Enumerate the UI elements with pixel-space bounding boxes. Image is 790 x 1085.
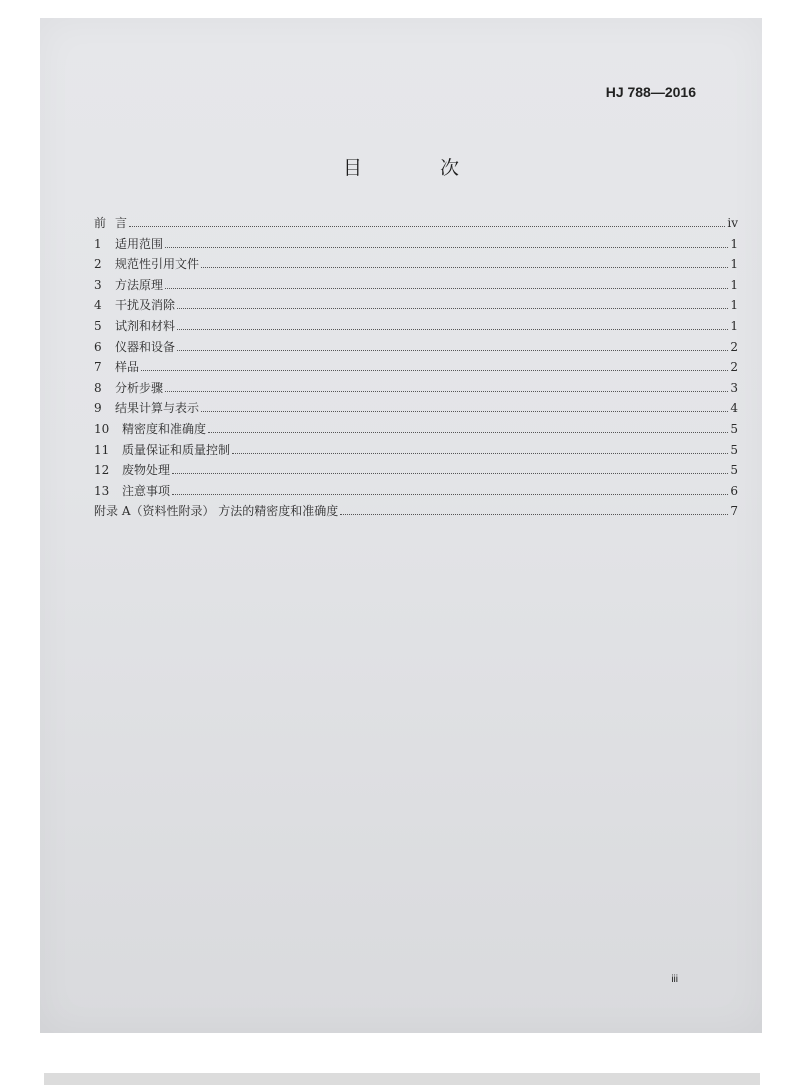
- toc-entry: [94, 441, 738, 462]
- toc-entry-number: 7: [94, 360, 102, 375]
- toc-leader-dots: [141, 370, 728, 371]
- toc-entry-label: 分析步骤: [115, 380, 164, 395]
- toc-entry-page: 1: [730, 298, 738, 313]
- toc-entry-label: 言: [115, 216, 128, 230]
- toc-entry: [94, 338, 738, 359]
- toc-leader-dots: [340, 514, 728, 515]
- toc-entry-number: 3: [94, 277, 102, 292]
- toc-entry-page: 1: [730, 318, 738, 333]
- toc-entry-page: 2: [730, 360, 738, 375]
- toc-entry: [94, 296, 738, 317]
- toc-entry-number: 1: [94, 236, 102, 251]
- toc-entry-label: 附录 A（资料性附录） 方法的精密度和准确度: [94, 504, 339, 519]
- toc-leader-dots: [172, 473, 728, 474]
- toc-entry: [94, 379, 738, 400]
- toc-entry-label: 干扰及消除: [115, 298, 176, 313]
- toc-entry-label: 结果计算与表示: [115, 401, 200, 416]
- toc-entry: [94, 255, 738, 276]
- toc-entry-label: 仪器和设备: [115, 339, 176, 354]
- toc-leader-dots: [208, 432, 728, 433]
- toc-entry-label: 废物处理: [122, 463, 171, 478]
- toc-entry-label: 质量保证和质量控制: [122, 442, 231, 457]
- toc-entry: [94, 399, 738, 420]
- toc-leader-dots: [177, 308, 728, 309]
- toc-entry-number: 2: [94, 257, 102, 272]
- toc-leader-dots: [232, 453, 728, 454]
- toc-entry-number: 8: [94, 380, 102, 395]
- toc-entry-label: 注意事项: [122, 483, 171, 498]
- table-of-contents: [94, 214, 738, 523]
- toc-entry-page: 2: [730, 339, 738, 354]
- toc-entry: [94, 358, 738, 379]
- next-page-edge: [44, 1073, 760, 1085]
- toc-entry: [94, 482, 738, 503]
- document-page: [40, 18, 762, 1033]
- toc-entry-label: 规范性引用文件: [115, 257, 200, 272]
- toc-entry: [94, 461, 738, 482]
- toc-entry-page: iv: [727, 216, 738, 230]
- toc-entry: [94, 214, 738, 235]
- toc-leader-dots: [172, 494, 728, 495]
- toc-entry: [94, 420, 738, 441]
- page-number: iii: [671, 974, 678, 985]
- toc-entry: [94, 317, 738, 338]
- toc-title: 目 次: [342, 157, 496, 179]
- toc-entry-number: 9: [94, 401, 102, 416]
- toc-entry-page: 1: [730, 277, 738, 292]
- toc-entry-page: 5: [730, 442, 738, 457]
- toc-entry-page: 7: [730, 504, 738, 519]
- toc-entry-number: 12: [94, 463, 110, 478]
- toc-leader-dots: [165, 247, 728, 248]
- toc-entry: [94, 276, 738, 297]
- toc-entry-label: 精密度和准确度: [122, 421, 207, 436]
- toc-leader-dots: [129, 226, 725, 227]
- toc-entry: [94, 235, 738, 256]
- toc-entry-label: 试剂和材料: [115, 318, 176, 333]
- toc-entry-number: 前: [94, 216, 107, 230]
- toc-entry-number: 6: [94, 339, 102, 354]
- toc-entry-page: 6: [730, 483, 738, 498]
- toc-leader-dots: [177, 350, 728, 351]
- toc-entry-number: 4: [94, 298, 102, 313]
- toc-entry-page: 3: [730, 380, 738, 395]
- toc-entry-page: 1: [730, 257, 738, 272]
- toc-entry: [94, 502, 738, 523]
- toc-leader-dots: [201, 267, 728, 268]
- toc-entry-page: 1: [730, 236, 738, 251]
- toc-entry-label: 样品: [115, 360, 140, 375]
- toc-leader-dots: [177, 329, 728, 330]
- toc-entry-number: 5: [94, 318, 102, 333]
- toc-leader-dots: [165, 391, 728, 392]
- toc-entry-label: 适用范围: [115, 236, 164, 251]
- toc-entry-number: 13: [94, 483, 110, 498]
- toc-entry-page: 5: [730, 463, 738, 478]
- toc-leader-dots: [165, 288, 728, 289]
- toc-entry-number: 10: [94, 421, 110, 436]
- toc-leader-dots: [201, 411, 728, 412]
- standard-code: HJ 788—2016: [605, 84, 696, 100]
- toc-entry-page: 4: [730, 401, 738, 416]
- toc-entry-number: 11: [94, 442, 110, 457]
- toc-entry-label: 方法原理: [115, 277, 164, 292]
- toc-entry-page: 5: [730, 421, 738, 436]
